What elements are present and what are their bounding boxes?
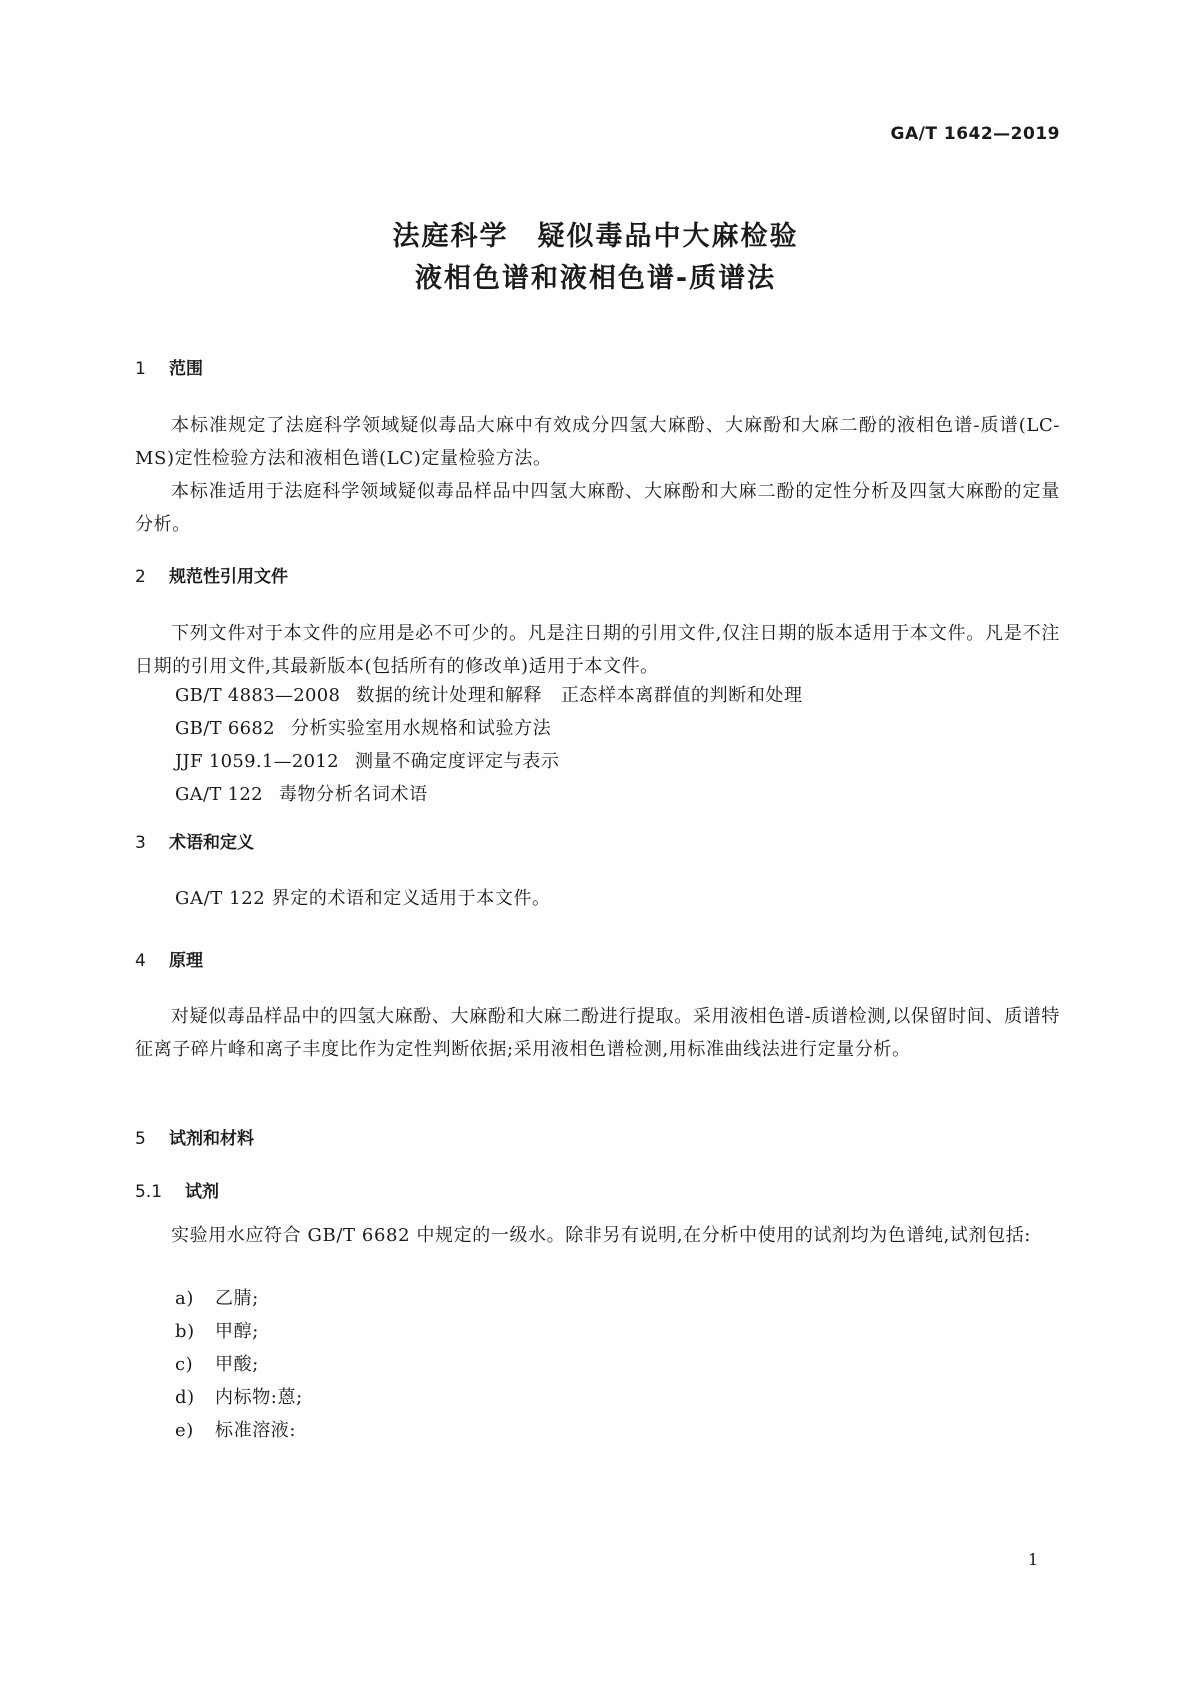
list-item <box>175 1350 259 1376</box>
list-item-label: d) <box>175 1387 195 1408</box>
list-item-label: e) <box>175 1420 194 1441</box>
reference-item <box>175 681 803 707</box>
page-number: 1 <box>1028 1550 1039 1569</box>
document-title-line-1: 法庭科学 疑似毒品中大麻检验 <box>392 221 799 252</box>
reference-title: 数据的统计处理和解释 正态样本离群值的判断和处理 <box>356 685 803 706</box>
reference-code: GB/T 6682 <box>175 718 275 739</box>
section-title: 范围 <box>169 359 203 379</box>
reference-item <box>175 714 551 740</box>
section-5-1-paragraph-1: 实验用水应符合 GB/T 6682 中规定的一级水。除非另有说明,在分析中使用的试剂均为色谱纯,试剂包括: <box>171 1225 1031 1246</box>
section-number: 5.1 <box>135 1182 163 1202</box>
section-3-paragraph-1: GA/T 122 界定的术语和定义适用于本文件。 <box>175 888 551 909</box>
list-item-text: 乙腈; <box>215 1288 259 1309</box>
list-item-text: 甲酸; <box>215 1354 259 1375</box>
section-title: 术语和定义 <box>169 833 254 853</box>
section-5-heading <box>135 1124 254 1149</box>
list-item-text: 甲醇; <box>215 1321 259 1342</box>
section-number: 2 <box>135 567 146 587</box>
standard-code: GA/T 1642—2019 <box>890 124 1060 144</box>
section-1-paragraph-1: 本标准规定了法庭科学领域疑似毒品大麻中有效成分四氢大麻酚、大麻酚和大麻二酚的液相色谱-质谱(LC-MS)定性检验方法和液相色谱(LC)定量检验方法。 <box>135 415 1060 469</box>
list-item-label: b) <box>175 1321 195 1342</box>
list-item <box>175 1416 296 1442</box>
list-item-text: 内标物:蒽; <box>215 1387 303 1408</box>
section-1-paragraph-2: 本标准适用于法庭科学领域疑似毒品样品中四氢大麻酚、大麻酚和大麻二酚的定性分析及四氢大麻酚的定量分析。 <box>135 481 1060 535</box>
reference-title: 测量不确定度评定与表示 <box>354 751 560 772</box>
section-title: 原理 <box>169 951 203 971</box>
list-item <box>175 1317 259 1343</box>
list-item <box>175 1284 259 1310</box>
reference-code: JJF 1059.1—2012 <box>175 751 339 772</box>
section-number: 4 <box>135 951 146 971</box>
reference-item <box>175 747 560 773</box>
section-number: 3 <box>135 833 146 853</box>
reference-code: GB/T 4883—2008 <box>175 685 341 706</box>
section-3-heading <box>135 828 254 853</box>
section-5-1-heading <box>135 1177 219 1202</box>
list-item-text: 标准溶液: <box>215 1420 297 1441</box>
section-4-paragraph-1: 对疑似毒品样品中的四氢大麻酚、大麻酚和大麻二酚进行提取。采用液相色谱-质谱检测,以保留时间、质谱特征离子碎片峰和离子丰度比作为定性判断依据;采用液相色谱检测,用标准曲线法进行定量分析。 <box>135 1006 1060 1060</box>
list-item <box>175 1383 303 1409</box>
section-2-paragraph-1: 下列文件对于本文件的应用是必不可少的。凡是注日期的引用文件,仅注日期的版本适用于本文件。凡是不注日期的引用文件,其最新版本(包括所有的修改单)适用于本文件。 <box>135 623 1060 677</box>
section-title: 试剂 <box>185 1182 219 1202</box>
list-item-label: a) <box>175 1288 194 1309</box>
reference-code: GA/T 122 <box>175 784 263 805</box>
section-1-heading <box>135 354 203 379</box>
reference-title: 毒物分析名词术语 <box>278 784 428 805</box>
section-title: 规范性引用文件 <box>169 567 288 587</box>
section-number: 5 <box>135 1129 146 1149</box>
document-title-line-2: 液相色谱和液相色谱-质谱法 <box>414 263 777 294</box>
section-title: 试剂和材料 <box>169 1129 254 1149</box>
section-number: 1 <box>135 359 146 379</box>
section-2-heading <box>135 562 288 587</box>
list-item-label: c) <box>175 1354 194 1375</box>
section-4-heading <box>135 946 203 971</box>
reference-title: 分析实验室用水规格和试验方法 <box>290 718 552 739</box>
reference-item <box>175 780 428 806</box>
